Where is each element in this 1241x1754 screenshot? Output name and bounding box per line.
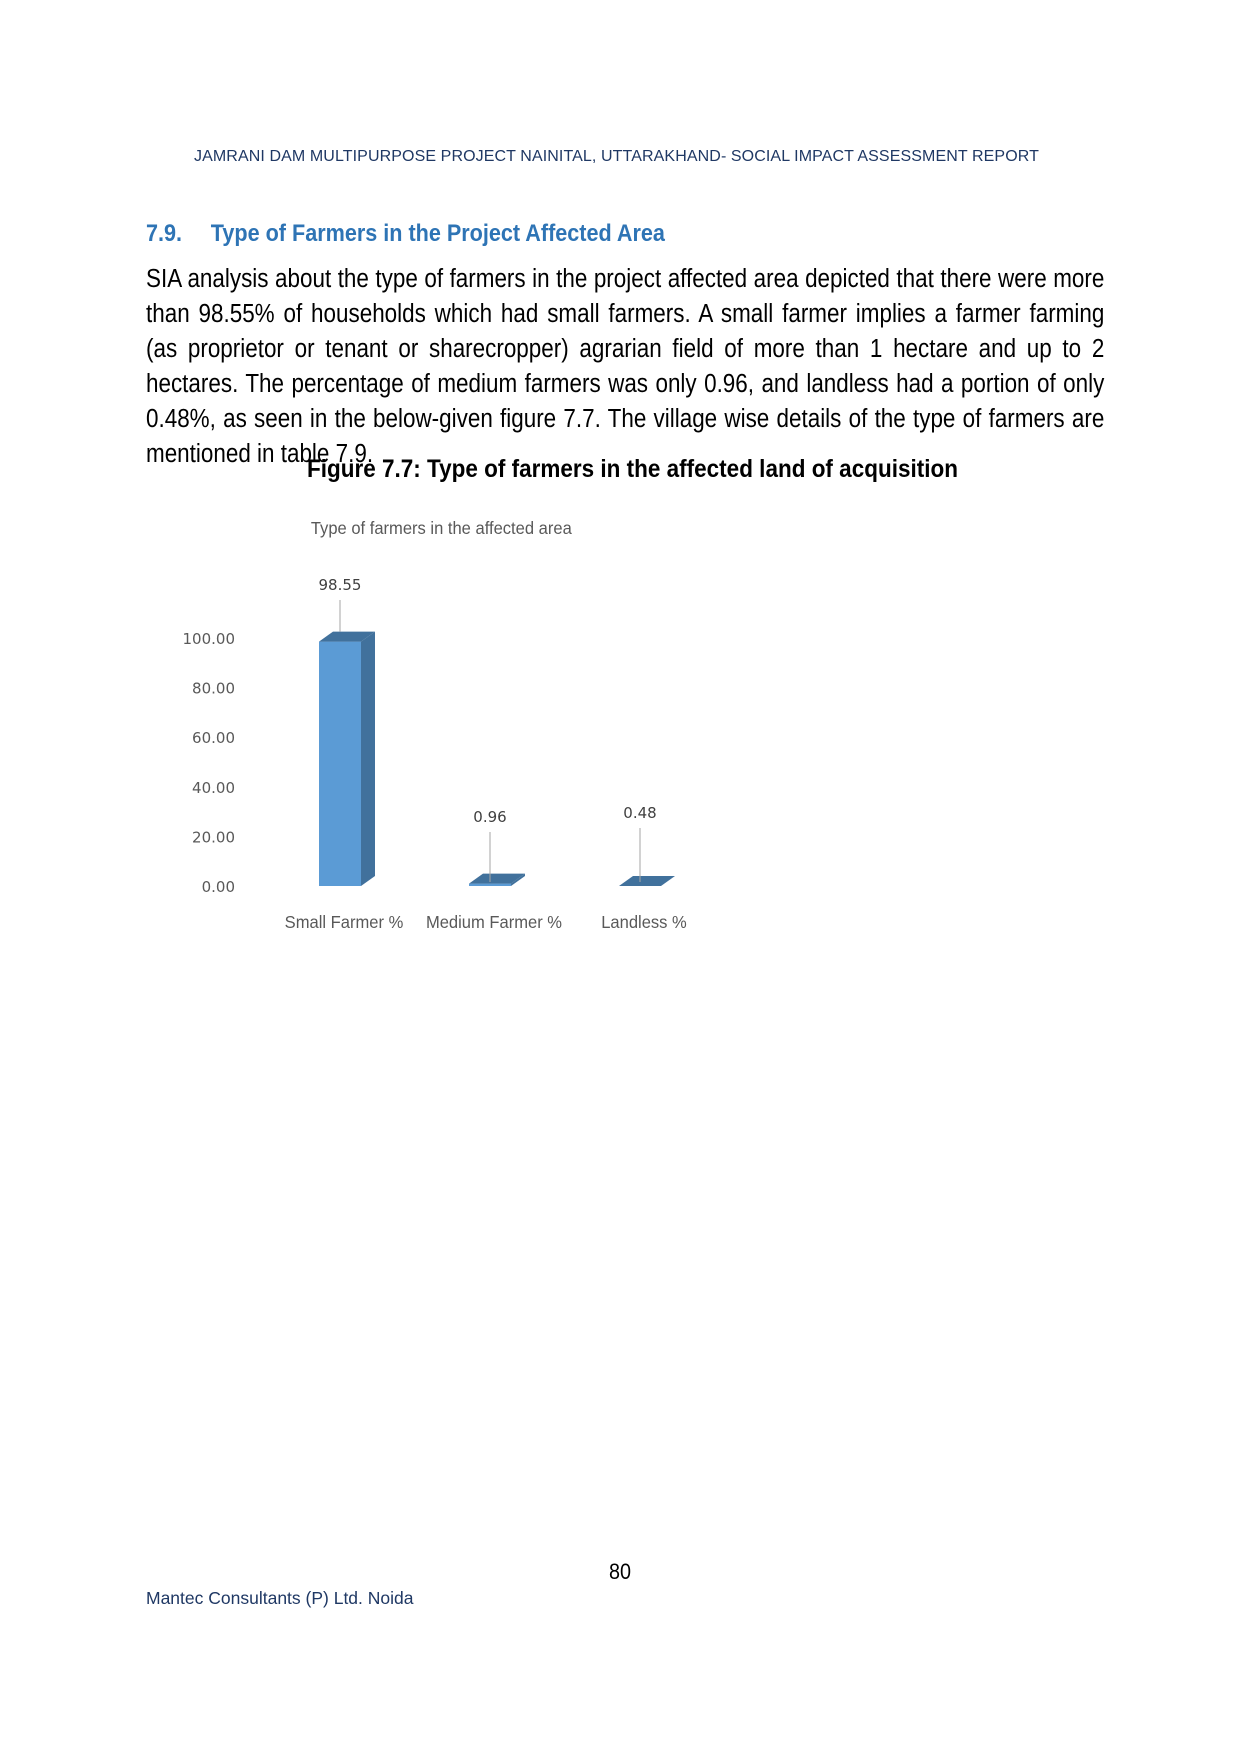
x-category-label: Landless % [601,911,687,933]
data-label: 0.96 [473,808,507,826]
y-tick-label: 100.00 [182,630,235,648]
page-number: 80 [608,1559,632,1584]
y-axis [183,630,236,896]
running-header: JAMRANI DAM MULTIPURPOSE PROJECT NAINITAL, UTTARAKHAND- SOCIAL IMPACT ASSESSMENT REPORT [194,148,1039,165]
bars [319,576,675,886]
footer-company: Mantec Consultants (P) Ltd. Noida [146,1588,414,1608]
y-tick-label: 60.00 [192,729,235,748]
bar-2 [469,874,525,886]
body-paragraph: SIA analysis about the type of farmers in the project affected area depicted that there were more than 98.55% of households which had small farmers. A small farmer implies a farmer farming (as proprietor or tenant or sharecropper) agrarian field of more than 1 hectare and up to 2 hectares. The percentage of medium farmers was only 0.96, and landless had a portion of only 0.48%, as seen in the below-given figure 7.7. The village wise details of the type of farmers are mentioned in table 7.9. [146,265,1105,468]
y-tick-label: 0.00 [201,878,235,896]
figure-caption: Figure 7.7: Type of farmers in the affected land of acquisition [307,455,958,483]
y-tick-label: 40.00 [192,778,235,797]
chart-title: Type of farmers in the affected area [310,517,572,539]
farmer-type-chart [160,510,720,950]
section-heading [146,220,665,248]
section-title: Type of Farmers in the Project Affected Area [210,220,665,247]
x-category-label: Medium Farmer % [425,911,563,933]
bar-3 [619,876,675,886]
section-number: 7.9. [146,220,183,247]
x-axis [285,911,687,932]
bar-1 [319,632,375,886]
data-label: 98.55 [318,576,362,594]
x-category-label: Small Farmer % [284,911,404,933]
y-tick-label: 20.00 [192,828,235,847]
y-tick-label: 80.00 [192,679,235,698]
data-label: 0.48 [623,804,657,822]
